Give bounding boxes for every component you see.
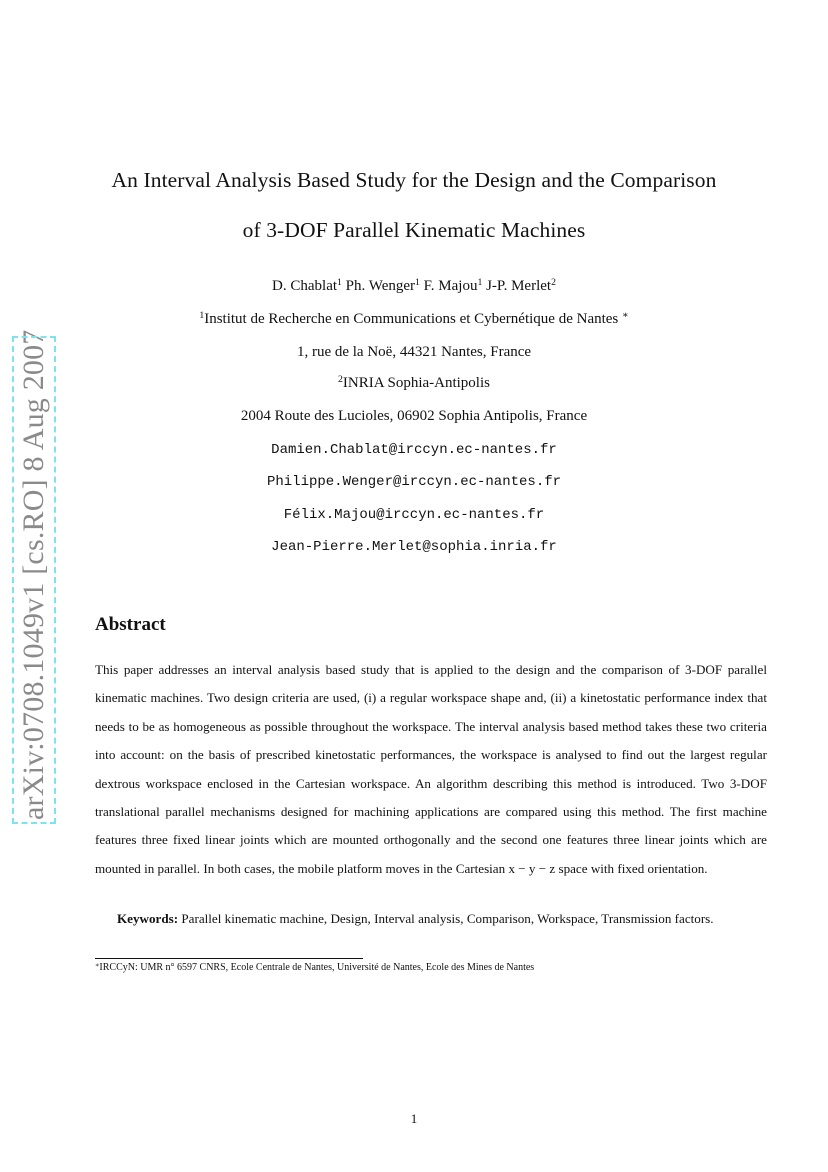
author-name: J-P. Merlet [486, 278, 552, 294]
paper-title-line-1: An Interval Analysis Based Study for the Design and the Comparison [111, 168, 717, 192]
affiliation-mark: 2 [551, 277, 556, 289]
affiliation-1-text: Institut de Recherche en Communications et Cybernétique de Nantes [204, 311, 619, 327]
paper-title-line-2: of 3-DOF Parallel Kinematic Machines [242, 218, 586, 242]
email-wenger: Philippe.Wenger@irccyn.ec-nantes.fr [266, 474, 562, 490]
keywords-paragraph [95, 906, 767, 932]
affiliation-2-name [0, 375, 828, 392]
abstract-heading: Abstract [95, 614, 166, 635]
abstract-text: This paper addresses an interval analysis based study that is applied to the design and the comparison of 3-DOF parallel kinematic machines. Two design criteria are used, (i) a regular workspace shape and, (ii) a kinetostatic performance index that needs to be as homogeneous as possible throughout the workspace. The interval analysis based method takes these two criteria into account: on the basis of prescribed kinetostatic performances, the workspace is analysed to find out the largest regular dextrous workspace enclosed in the Cartesian workspace. An algorithm describing this method is introduced. Two 3-DOF translational parallel mechanisms designed for machining applications are compared using this method. The first machine features three fixed linear joints which are mounted orthogonally and the second one features three linear joints which are mounted in parallel. In both cases, the mobile platform moves in the Cartesian x − y − z space with fixed orientation. [95, 662, 767, 876]
author-name: Ph. Wenger [345, 278, 416, 294]
footnote-text: IRCCyN: UMR n° 6597 CNRS, Ecole Centrale de Nantes, Université de Nantes, Ecole des Mines de Nantes [99, 962, 535, 973]
footnote-mark: ∗ [622, 310, 629, 322]
page-number: 1 [410, 1111, 418, 1126]
affiliation-mark: 2 [338, 374, 343, 386]
affiliation-1-address: 1, rue de la Noë, 44321 Nantes, France [296, 344, 532, 360]
footnote-mark: ∗ [95, 961, 100, 969]
author-list [0, 278, 828, 295]
email-merlet: Jean-Pierre.Merlet@sophia.inria.fr [271, 539, 557, 555]
affiliation-mark: 1 [199, 310, 205, 322]
email-chablat: Damien.Chablat@irccyn.ec-nantes.fr [271, 442, 557, 458]
affiliation-mark: 1 [415, 277, 420, 289]
keywords-text: Parallel kinematic machine, Design, Interval analysis, Comparison, Workspace, Transmission factors. [181, 911, 714, 926]
keywords-label: Keywords: [117, 911, 179, 926]
affiliation-1-name [0, 311, 828, 328]
footnote-rule [95, 958, 363, 959]
affiliation-mark: 1 [477, 277, 483, 289]
affiliation-2-text: INRIA Sophia-Antipolis [342, 375, 490, 391]
arxiv-side-stamp: arXiv:0708.1049v1 [cs.RO] 8 Aug 2007 [17, 329, 50, 820]
email-majou: Félix.Majou@irccyn.ec-nantes.fr [283, 507, 545, 523]
affiliation-mark: 1 [337, 277, 342, 289]
footnote [95, 962, 795, 973]
author-name: F. Majou [423, 278, 478, 294]
affiliation-2-address: 2004 Route des Lucioles, 06902 Sophia Antipolis, France [240, 408, 588, 424]
author-name: D. Chablat [272, 278, 338, 294]
